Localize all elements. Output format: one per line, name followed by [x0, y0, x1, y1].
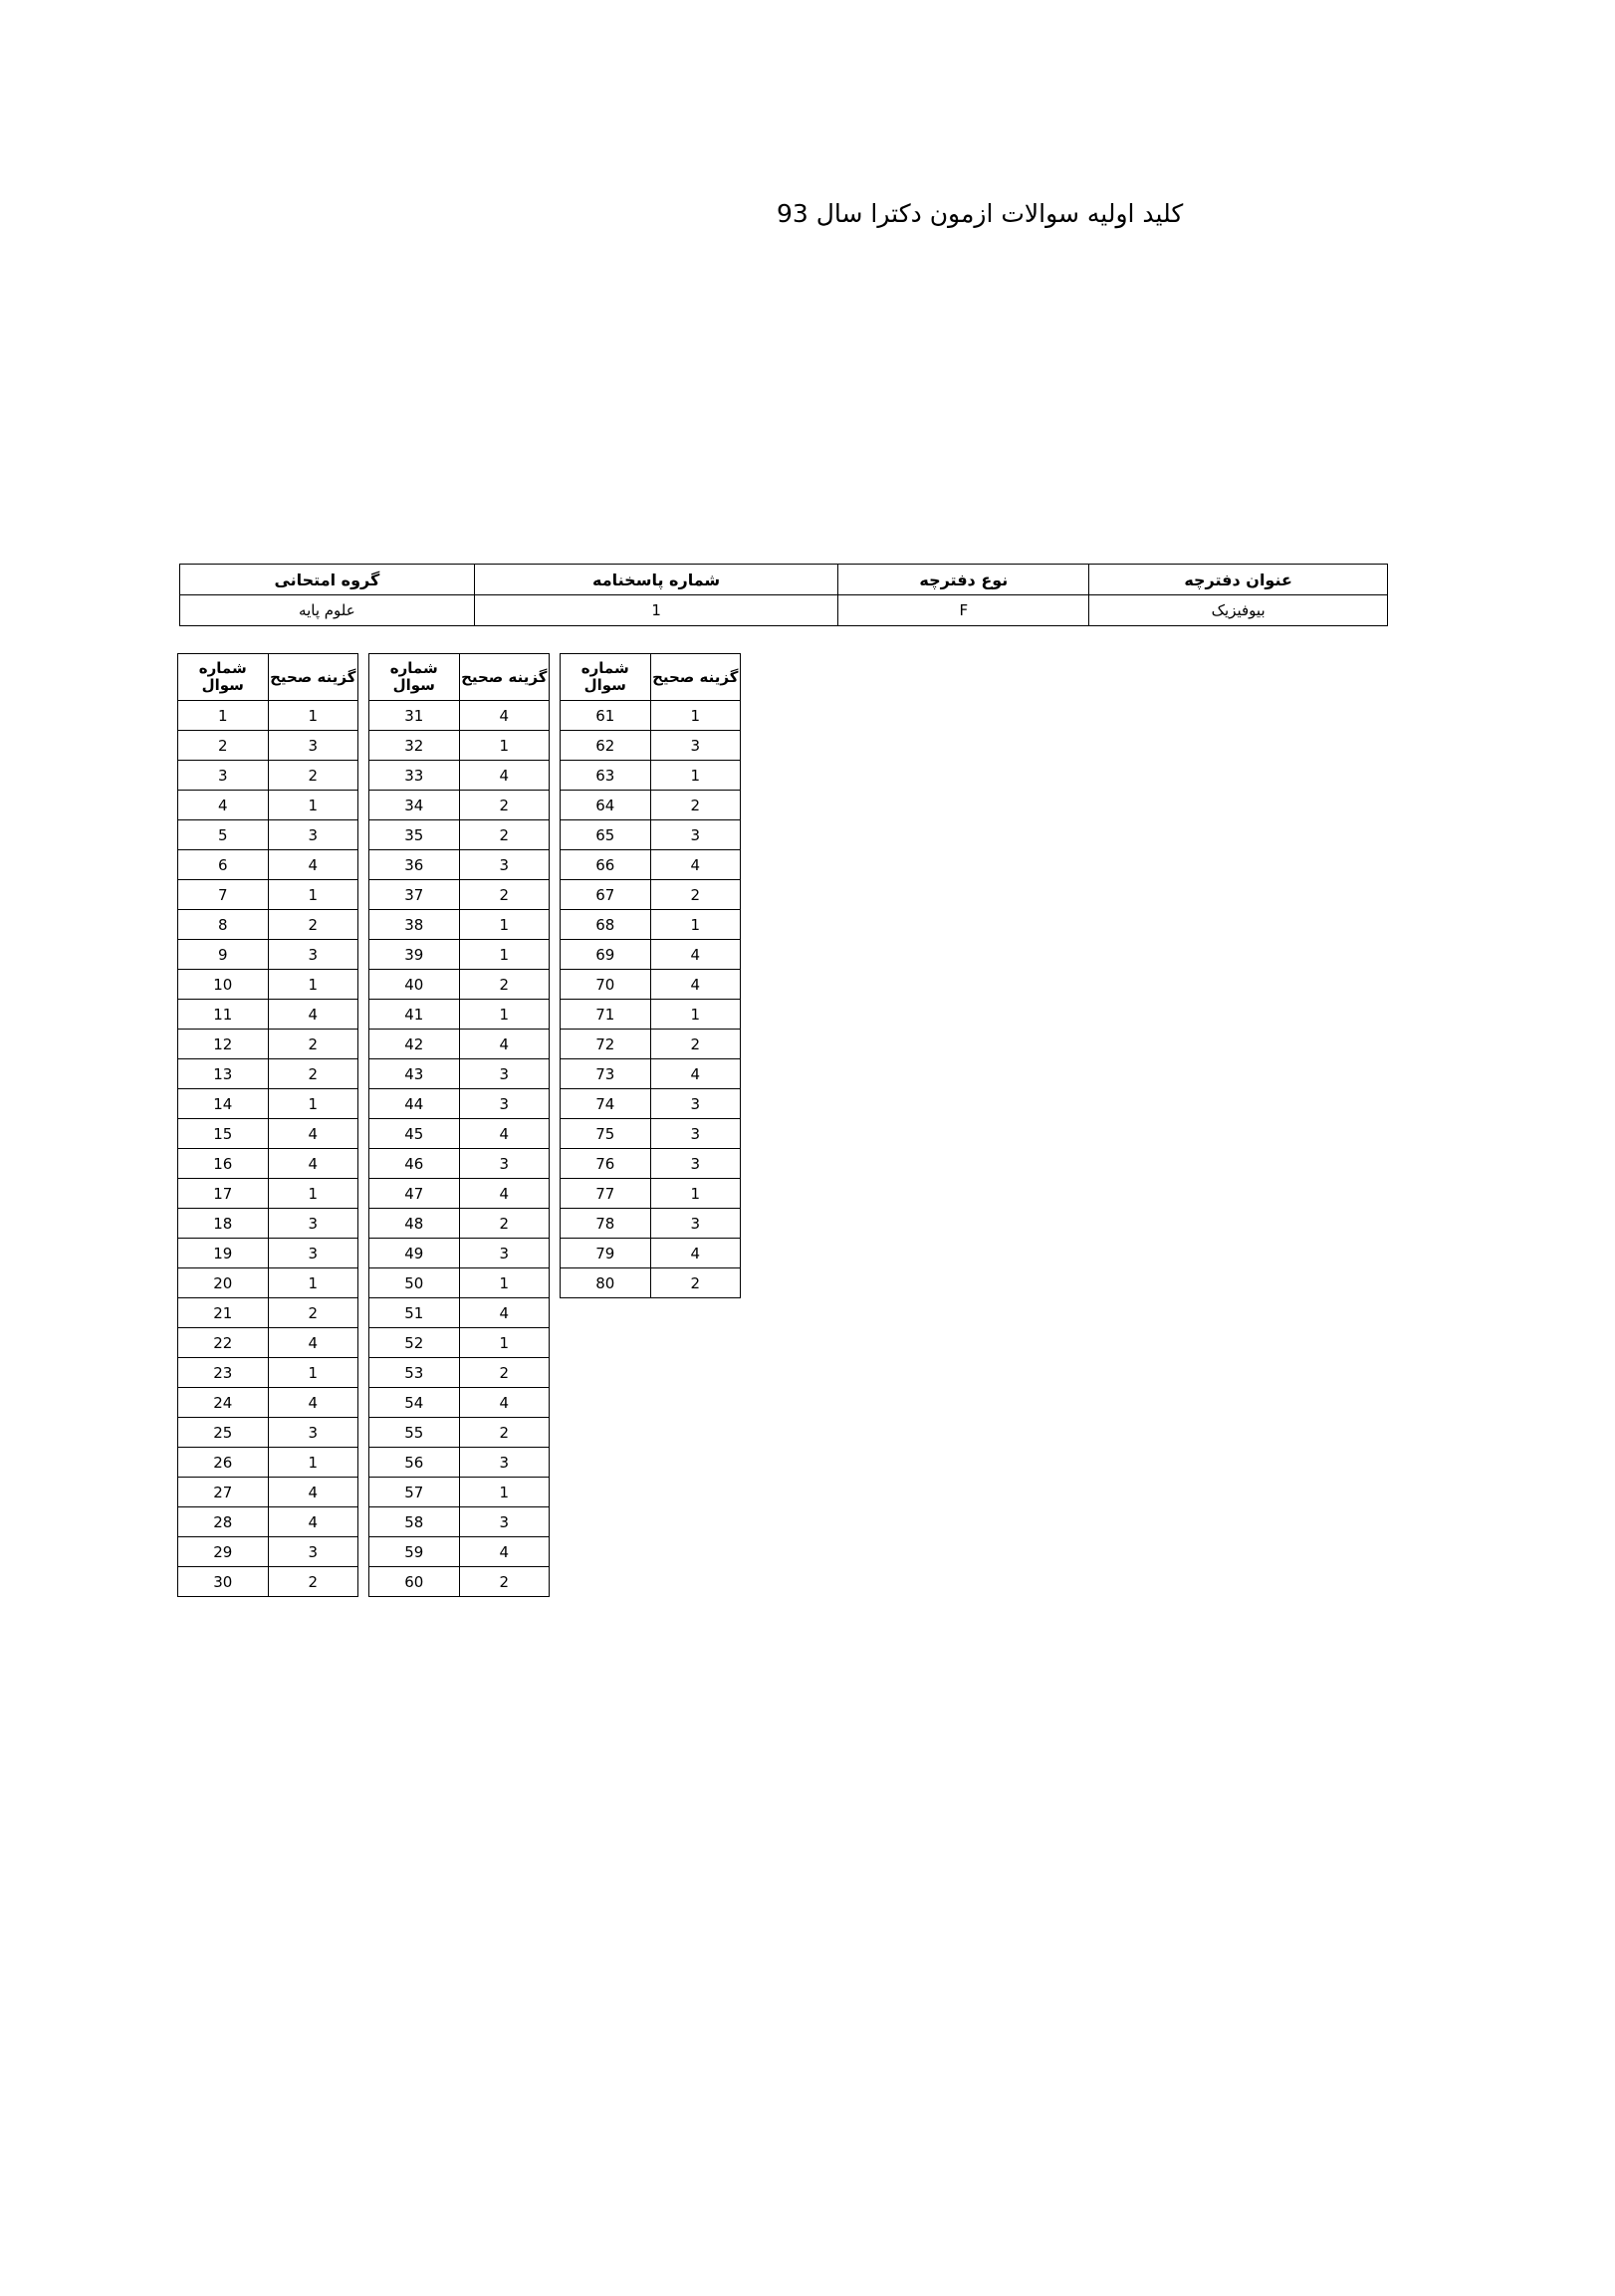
question-number-cell: 42	[369, 1030, 460, 1059]
answer-key-row	[178, 850, 358, 880]
answer-key-row	[178, 1179, 358, 1209]
question-number-header: شماره سوال	[369, 654, 460, 701]
question-number-cell: 54	[369, 1388, 460, 1418]
answer-key-row	[178, 1239, 358, 1268]
question-number-cell: 67	[561, 880, 651, 910]
answer-key-row	[561, 1179, 741, 1209]
correct-option-cell: 1	[268, 1179, 358, 1209]
question-number-cell: 73	[561, 1059, 651, 1089]
answer-key-row	[561, 880, 741, 910]
question-number-cell: 62	[561, 731, 651, 761]
correct-option-cell: 1	[650, 1000, 741, 1030]
correct-option-cell: 3	[650, 820, 741, 850]
correct-option-cell: 1	[650, 910, 741, 940]
question-number-cell: 77	[561, 1179, 651, 1209]
answer-key-row	[561, 1089, 741, 1119]
correct-option-cell: 4	[459, 1119, 550, 1149]
correct-option-cell: 1	[459, 1000, 550, 1030]
answer-key-row	[369, 1030, 550, 1059]
correct-option-cell: 4	[459, 1388, 550, 1418]
question-number-cell: 79	[561, 1239, 651, 1268]
correct-option-cell: 1	[459, 1268, 550, 1298]
correct-option-cell: 4	[459, 1537, 550, 1567]
question-number-cell: 36	[369, 850, 460, 880]
correct-option-cell: 3	[459, 1059, 550, 1089]
answer-key-row	[369, 1567, 550, 1597]
answer-key-row	[178, 940, 358, 970]
correct-option-cell: 1	[459, 940, 550, 970]
correct-option-cell: 1	[650, 1179, 741, 1209]
correct-option-cell: 4	[459, 1179, 550, 1209]
question-number-cell: 52	[369, 1328, 460, 1358]
booklet-info-value-row	[180, 595, 1388, 626]
question-number-cell: 1	[178, 701, 269, 731]
question-number-cell: 5	[178, 820, 269, 850]
exam-group-value: علوم پایه	[180, 595, 475, 626]
question-number-cell: 56	[369, 1448, 460, 1478]
answer-key-row	[178, 1567, 358, 1597]
answer-key-row	[369, 1000, 550, 1030]
correct-option-cell: 3	[268, 1239, 358, 1268]
correct-option-cell: 4	[268, 1149, 358, 1179]
question-number-cell: 27	[178, 1478, 269, 1507]
correct-option-cell: 3	[650, 1089, 741, 1119]
answer-key-row	[369, 701, 550, 731]
question-number-cell: 46	[369, 1149, 460, 1179]
question-number-cell: 19	[178, 1239, 269, 1268]
correct-option-cell: 3	[459, 1448, 550, 1478]
correct-option-cell: 3	[268, 940, 358, 970]
answer-key-row	[369, 1119, 550, 1149]
question-number-cell: 69	[561, 940, 651, 970]
question-number-cell: 12	[178, 1030, 269, 1059]
answer-key-row	[178, 1030, 358, 1059]
correct-option-cell: 3	[459, 1239, 550, 1268]
answer-key-row	[369, 940, 550, 970]
question-number-cell: 75	[561, 1119, 651, 1149]
correct-option-cell: 4	[459, 701, 550, 731]
answer-key-row	[369, 1328, 550, 1358]
question-number-cell: 22	[178, 1328, 269, 1358]
question-number-header: شماره سوال	[561, 654, 651, 701]
correct-option-cell: 3	[268, 1537, 358, 1567]
question-number-cell: 37	[369, 880, 460, 910]
question-number-cell: 6	[178, 850, 269, 880]
answer-key-row	[178, 701, 358, 731]
correct-option-cell: 3	[268, 1418, 358, 1448]
answer-key-row	[561, 970, 741, 1000]
question-number-cell: 71	[561, 1000, 651, 1030]
correct-option-cell: 2	[459, 1418, 550, 1448]
correct-option-cell: 2	[459, 970, 550, 1000]
question-number-cell: 32	[369, 731, 460, 761]
answer-key-row	[561, 1000, 741, 1030]
correct-option-cell: 1	[650, 761, 741, 791]
answer-key-row	[369, 1268, 550, 1298]
answer-key-row	[369, 1507, 550, 1537]
answer-key-row	[561, 1149, 741, 1179]
question-number-cell: 40	[369, 970, 460, 1000]
answer-key-row	[178, 1089, 358, 1119]
correct-option-cell: 4	[459, 1298, 550, 1328]
question-number-cell: 25	[178, 1418, 269, 1448]
question-number-cell: 57	[369, 1478, 460, 1507]
question-number-cell: 45	[369, 1119, 460, 1149]
booklet-type-value: F	[838, 595, 1089, 626]
correct-option-cell: 3	[268, 1209, 358, 1239]
correct-option-cell: 4	[268, 1388, 358, 1418]
answer-key-table-1	[177, 653, 358, 1597]
question-number-cell: 63	[561, 761, 651, 791]
answer-key-row	[369, 1239, 550, 1268]
answer-key-row	[561, 850, 741, 880]
answer-key-row	[178, 1209, 358, 1239]
correct-option-cell: 1	[268, 1089, 358, 1119]
answer-key-row	[369, 731, 550, 761]
correct-option-cell: 3	[459, 1149, 550, 1179]
correct-option-cell: 4	[268, 850, 358, 880]
correct-option-cell: 4	[650, 970, 741, 1000]
correct-option-cell: 2	[459, 820, 550, 850]
correct-option-cell: 1	[268, 970, 358, 1000]
question-number-cell: 9	[178, 940, 269, 970]
correct-option-cell: 2	[459, 880, 550, 910]
question-number-cell: 17	[178, 1179, 269, 1209]
question-number-cell: 18	[178, 1209, 269, 1239]
question-number-cell: 61	[561, 701, 651, 731]
correct-option-cell: 4	[268, 1328, 358, 1358]
exam-group-header: گروه امتحانی	[180, 565, 475, 595]
question-number-cell: 7	[178, 880, 269, 910]
correct-option-cell: 2	[650, 1030, 741, 1059]
answer-key-row	[178, 1448, 358, 1478]
correct-option-cell: 1	[459, 731, 550, 761]
question-number-cell: 3	[178, 761, 269, 791]
correct-option-cell: 4	[268, 1478, 358, 1507]
question-number-cell: 68	[561, 910, 651, 940]
answer-key-row	[369, 1149, 550, 1179]
booklet-title-value: بیوفیزیک	[1089, 595, 1388, 626]
answer-key-row	[178, 1478, 358, 1507]
question-number-cell: 24	[178, 1388, 269, 1418]
booklet-title-header: عنوان دفترچه	[1089, 565, 1388, 595]
question-number-cell: 47	[369, 1179, 460, 1209]
answer-key-row	[369, 1388, 550, 1418]
answer-key-row	[369, 880, 550, 910]
answer-key-row	[178, 1537, 358, 1567]
answer-key-row	[178, 1000, 358, 1030]
document-title: کلید اولیه سوالات ازمون دکترا سال 93	[777, 199, 1184, 228]
correct-option-cell: 2	[268, 910, 358, 940]
answer-key-row	[561, 910, 741, 940]
answer-key-header-row	[178, 654, 358, 701]
answer-key-row	[561, 1268, 741, 1298]
correct-option-cell: 3	[459, 1089, 550, 1119]
answer-key-row	[178, 1268, 358, 1298]
correct-option-cell: 2	[459, 1567, 550, 1597]
correct-option-cell: 3	[650, 1119, 741, 1149]
question-number-cell: 20	[178, 1268, 269, 1298]
answer-key-row	[369, 1478, 550, 1507]
correct-option-header: گزینه صحیح	[268, 654, 358, 701]
answer-key-row	[561, 791, 741, 820]
question-number-cell: 49	[369, 1239, 460, 1268]
correct-option-cell: 2	[459, 1358, 550, 1388]
correct-option-cell: 1	[650, 701, 741, 731]
question-number-cell: 65	[561, 820, 651, 850]
correct-option-cell: 2	[650, 791, 741, 820]
question-number-cell: 39	[369, 940, 460, 970]
correct-option-cell: 4	[459, 1030, 550, 1059]
question-number-cell: 4	[178, 791, 269, 820]
answer-key-row	[369, 1537, 550, 1567]
answer-key-row	[369, 761, 550, 791]
question-number-cell: 51	[369, 1298, 460, 1328]
correct-option-cell: 3	[650, 1209, 741, 1239]
correct-option-cell: 1	[459, 1328, 550, 1358]
question-number-cell: 2	[178, 731, 269, 761]
question-number-cell: 58	[369, 1507, 460, 1537]
question-number-cell: 33	[369, 761, 460, 791]
correct-option-cell: 1	[268, 1448, 358, 1478]
answer-key-row	[178, 1388, 358, 1418]
question-number-cell: 44	[369, 1089, 460, 1119]
question-number-cell: 64	[561, 791, 651, 820]
correct-option-cell: 1	[268, 1358, 358, 1388]
answer-key-row	[369, 1089, 550, 1119]
answer-key-row	[369, 1418, 550, 1448]
correct-option-cell: 2	[650, 880, 741, 910]
question-number-cell: 66	[561, 850, 651, 880]
question-number-cell: 8	[178, 910, 269, 940]
correct-option-cell: 4	[268, 1119, 358, 1149]
question-number-cell: 55	[369, 1418, 460, 1448]
correct-option-cell: 4	[650, 940, 741, 970]
answer-key-header-row	[561, 654, 741, 701]
answer-key-row	[369, 1179, 550, 1209]
booklet-info-header-row	[180, 565, 1388, 595]
booklet-info-table	[179, 564, 1388, 626]
correct-option-cell: 2	[650, 1268, 741, 1298]
question-number-cell: 14	[178, 1089, 269, 1119]
answer-key-row	[178, 910, 358, 940]
correct-option-cell: 2	[459, 1209, 550, 1239]
answer-key-row	[369, 910, 550, 940]
question-number-cell: 48	[369, 1209, 460, 1239]
answer-key-row	[561, 1030, 741, 1059]
correct-option-cell: 3	[650, 731, 741, 761]
question-number-cell: 34	[369, 791, 460, 820]
correct-option-cell: 2	[268, 1030, 358, 1059]
correct-option-cell: 1	[268, 791, 358, 820]
question-number-cell: 31	[369, 701, 460, 731]
correct-option-cell: 1	[268, 701, 358, 731]
question-number-cell: 28	[178, 1507, 269, 1537]
booklet-type-header: نوع دفترچه	[838, 565, 1089, 595]
answer-key-header-row	[369, 654, 550, 701]
answer-key-row	[561, 701, 741, 731]
answer-key-row	[178, 1328, 358, 1358]
correct-option-cell: 4	[459, 761, 550, 791]
answer-key-row	[561, 731, 741, 761]
correct-option-cell: 1	[459, 1478, 550, 1507]
question-number-cell: 30	[178, 1567, 269, 1597]
question-number-cell: 43	[369, 1059, 460, 1089]
correct-option-cell: 4	[268, 1507, 358, 1537]
correct-option-cell: 1	[268, 880, 358, 910]
answer-key-row	[178, 1358, 358, 1388]
answer-key-row	[369, 1448, 550, 1478]
question-number-cell: 38	[369, 910, 460, 940]
correct-option-cell: 2	[268, 1298, 358, 1328]
correct-option-header: گزینه صحیح	[459, 654, 550, 701]
answer-key-row	[178, 761, 358, 791]
answer-key-row	[369, 1358, 550, 1388]
question-number-cell: 26	[178, 1448, 269, 1478]
answer-key-row	[178, 1149, 358, 1179]
correct-option-header: گزینه صحیح	[650, 654, 741, 701]
answer-key-row	[178, 1119, 358, 1149]
question-number-cell: 16	[178, 1149, 269, 1179]
question-number-cell: 59	[369, 1537, 460, 1567]
correct-option-cell: 2	[268, 1059, 358, 1089]
answer-key-table-2	[368, 653, 550, 1597]
question-number-cell: 13	[178, 1059, 269, 1089]
correct-option-cell: 3	[268, 731, 358, 761]
answer-key-row	[369, 820, 550, 850]
correct-option-cell: 2	[268, 1567, 358, 1597]
correct-option-cell: 4	[650, 1059, 741, 1089]
answer-key-row	[561, 820, 741, 850]
correct-option-cell: 3	[268, 820, 358, 850]
correct-option-cell: 3	[459, 1507, 550, 1537]
answer-key-row	[178, 1418, 358, 1448]
answer-key-row	[561, 1059, 741, 1089]
correct-option-cell: 1	[268, 1268, 358, 1298]
answer-key-row	[178, 1298, 358, 1328]
question-number-cell: 78	[561, 1209, 651, 1239]
answer-key-row	[561, 761, 741, 791]
answer-key-row	[369, 1298, 550, 1328]
question-number-cell: 72	[561, 1030, 651, 1059]
question-number-cell: 35	[369, 820, 460, 850]
answer-sheet-number-value: 1	[474, 595, 838, 626]
question-number-header: شماره سوال	[178, 654, 269, 701]
answer-key-row	[178, 1059, 358, 1089]
answer-key-row	[369, 1059, 550, 1089]
correct-option-cell: 4	[268, 1000, 358, 1030]
question-number-cell: 76	[561, 1149, 651, 1179]
answer-key-row	[178, 970, 358, 1000]
answer-key-row	[369, 791, 550, 820]
question-number-cell: 74	[561, 1089, 651, 1119]
question-number-cell: 80	[561, 1268, 651, 1298]
question-number-cell: 21	[178, 1298, 269, 1328]
correct-option-cell: 2	[459, 791, 550, 820]
answer-key-row	[178, 880, 358, 910]
question-number-cell: 60	[369, 1567, 460, 1597]
question-number-cell: 11	[178, 1000, 269, 1030]
question-number-cell: 70	[561, 970, 651, 1000]
answer-key-row	[369, 1209, 550, 1239]
answer-key-row	[178, 820, 358, 850]
question-number-cell: 41	[369, 1000, 460, 1030]
answer-key-row	[178, 791, 358, 820]
question-number-cell: 29	[178, 1537, 269, 1567]
question-number-cell: 53	[369, 1358, 460, 1388]
question-number-cell: 50	[369, 1268, 460, 1298]
answer-key-row	[561, 940, 741, 970]
question-number-cell: 10	[178, 970, 269, 1000]
question-number-cell: 23	[178, 1358, 269, 1388]
answer-key-row	[561, 1119, 741, 1149]
correct-option-cell: 4	[650, 850, 741, 880]
answer-sheet-number-header: شماره پاسخنامه	[474, 565, 838, 595]
question-number-cell: 15	[178, 1119, 269, 1149]
correct-option-cell: 1	[459, 910, 550, 940]
answer-key-table-3	[560, 653, 741, 1298]
correct-option-cell: 3	[650, 1149, 741, 1179]
answer-key-row	[178, 731, 358, 761]
answer-key-row	[561, 1239, 741, 1268]
correct-option-cell: 2	[268, 761, 358, 791]
answer-key-row	[369, 850, 550, 880]
answer-key-row	[561, 1209, 741, 1239]
correct-option-cell: 4	[650, 1239, 741, 1268]
answer-key-row	[178, 1507, 358, 1537]
correct-option-cell: 3	[459, 850, 550, 880]
answer-key-row	[369, 970, 550, 1000]
